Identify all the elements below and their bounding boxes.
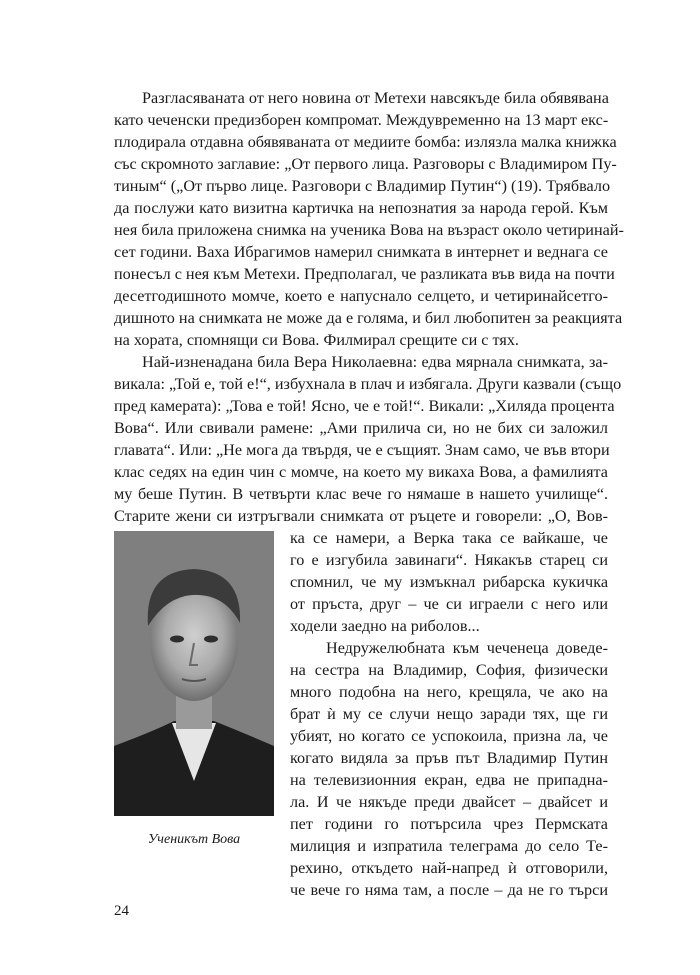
text-line: плодирала отдавна обявяваната от медиите бомба: излязла малка книжка: [114, 133, 617, 151]
text-line: дишното на снимката не може да е голяма, и бил любопитен за реакцията: [114, 309, 623, 327]
text-line: понесъл с нея към Метехи. Предполагал, че разликата във вида на почти: [114, 265, 615, 283]
student-photo: [114, 531, 274, 816]
text-line: на хората, спомнящи си Вова. Филмирал срещите си с тях.: [114, 331, 519, 349]
text-line: че вече го няма там, а после – да не го търси: [290, 881, 608, 899]
text-line: пред камерата): „Това е той! Ясно, че е той!“. Викали: „Хиляда процента: [114, 397, 615, 415]
text-line: му беше Путин. В четвърти клас вече го нямаше в нашето училище“.: [114, 485, 608, 503]
text-line: милиция и изпратила телеграма до село Те-: [290, 837, 608, 855]
text-line: спомнил, че му измъкнал рибарска кукичка: [290, 573, 608, 591]
text-line: викала: „Той е, той е!“, избухнала в плач и избягала. Други казвали (също: [114, 375, 622, 393]
text-line: ка се намери, а Верка така се вайкаше, че: [290, 529, 608, 547]
text-line: рехино, откъдето най-напред ѝ отговорили,: [290, 859, 608, 877]
right-eye: [204, 636, 218, 643]
text-line: го е изгубила завинаги“. Някакъв старец си: [290, 551, 608, 569]
text-line: клас седях на един чин с момче, на което му викаха Вова, а фамилията: [114, 463, 608, 481]
text-line: Недружелюбната към чеченеца доведе-: [326, 639, 608, 657]
text-line: сет години. Ваха Ибрагимов намерил снимката в интернет и веднага се: [114, 243, 608, 261]
text-line: десетгодишното момче, което е напуснало селцето, и четиринайсетго-: [114, 287, 608, 305]
text-line: Вова“. Или свивали рамене: „Ами прилича си, но не бих си заложил: [114, 419, 608, 437]
text-line: на сестра на Владимир, София, физически: [290, 661, 608, 679]
student-portrait-image: [114, 531, 274, 816]
page-number: 24: [114, 903, 129, 919]
text-line: Старите жени си изтръгвали снимката от ръцете и говорели: „О, Вов-: [114, 507, 608, 525]
text-line: със скромното заглавие: „От первого лица. Разговоры с Владимиром Пу-: [114, 155, 617, 173]
text-line: ходели заедно на риболов...: [290, 617, 480, 635]
text-line: нея била приложена снимка на ученика Вова на възраст около четиринай-: [114, 221, 624, 239]
text-line: тиным“ („От първо лице. Разговори с Владимир Путин“) (19). Трябвало: [114, 177, 611, 195]
text-line: Най-изненадана била Вера Николаевна: едва мярнала снимката, за-: [142, 353, 608, 371]
photo-caption: Ученикът Вова: [147, 832, 241, 847]
left-eye: [170, 636, 184, 643]
text-line: Разгласяваната от него новина от Метехи навсякъде била обявявана: [142, 89, 609, 107]
text-line: ла. И че някъде преди двайсет – двайсет и: [290, 793, 608, 811]
text-line: пет години го потърсила чрез Пермската: [290, 815, 608, 833]
text-line: убият, но когато се успокоила, призна ла, че: [290, 727, 608, 745]
text-line: да послужи като визитна картичка на непознатия за народа герой. Към: [114, 199, 608, 217]
text-line: много подобна на него, крещяла, че ако на: [290, 683, 608, 701]
text-line: брат ѝ му се случи нещо заради тях, ще ги: [290, 705, 608, 723]
text-line: от пръста, друг – че си играели с него или: [290, 595, 608, 613]
text-line: главата“. Или: „Не мога да твърдя, че е същият. Знам само, че във втори: [114, 441, 610, 459]
text-line: като чеченски предизборен компромат. Междувременно на 13 март екс-: [114, 111, 609, 129]
text-line: когато видяла за пръв път Владимир Путин: [290, 749, 608, 767]
text-line: на телевизионния екран, едва не припадна-: [290, 771, 608, 789]
